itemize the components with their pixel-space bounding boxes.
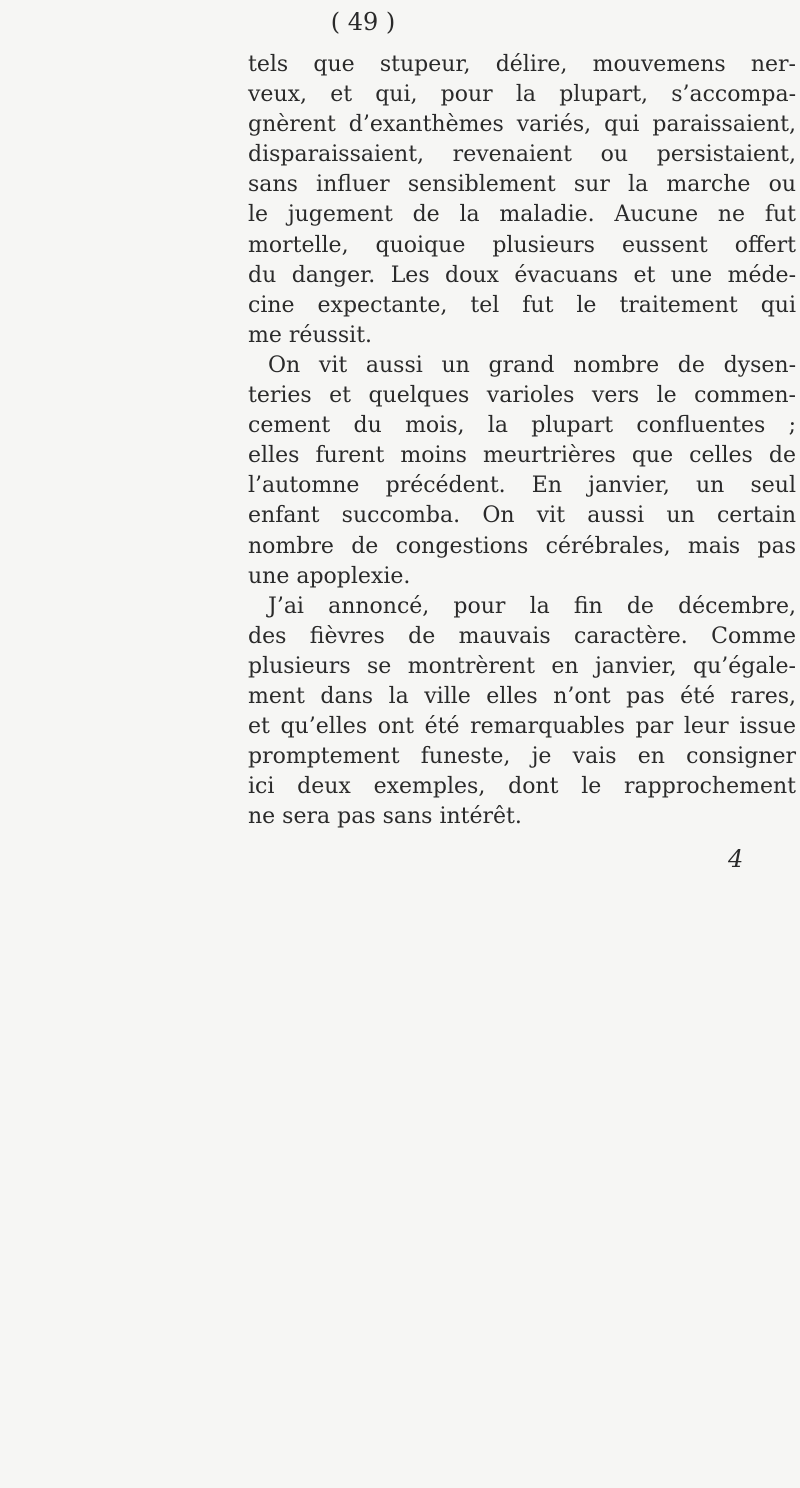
text-line: nombre de congestions cérébrales, mais pas	[248, 533, 796, 559]
text-line: cine expectante, tel fut le traitement qui	[248, 292, 796, 318]
text-line: gnèrent d’exanthèmes variés, qui paraissaient,	[248, 112, 796, 138]
text-line: sans influer sensiblement sur la marche ou	[248, 172, 796, 198]
text-line: On vit aussi un grand nombre de dysen-	[268, 352, 796, 378]
text-line: le jugement de la maladie. Aucune ne fut	[248, 202, 796, 228]
text-line: mortelle, quoique plusieurs eussent offert	[248, 232, 796, 258]
text-line: ment dans la ville elles n’ont pas été rares,	[248, 683, 796, 709]
text-line: ici deux exemples, dont le rapprochement	[248, 774, 796, 800]
text-line: ne sera pas sans intérêt.	[248, 804, 522, 830]
text-line: enfant succomba. On vit aussi un certain	[248, 503, 796, 529]
signature-mark: 4	[728, 845, 744, 873]
text-line: disparaissaient, revenaient ou persistaient,	[248, 142, 796, 168]
text-line: tels que stupeur, délire, mouvemens ner-	[248, 52, 796, 77]
text-line: plusieurs se montrèrent en janvier, qu’égale-	[248, 653, 796, 679]
page-body-text	[248, 50, 796, 832]
text-line: elles furent moins meurtrières que celles de	[248, 443, 796, 469]
text-line: du danger. Les doux évacuans et une méde-	[248, 262, 796, 288]
text-line: me réussit.	[248, 322, 373, 348]
text-line: veux, et qui, pour la plupart, s’accompa-	[248, 82, 796, 108]
text-line: teries et quelques varioles vers le commen-	[248, 383, 796, 409]
page-number: ( 49 )	[330, 8, 396, 36]
text-line: des fièvres de mauvais caractère. Comme	[248, 623, 796, 649]
text-line: cement du mois, la plupart confluentes ;	[248, 413, 796, 439]
text-line: une apoplexie.	[248, 563, 411, 589]
text-line: J’ai annoncé, pour la fin de décembre,	[268, 593, 796, 619]
text-line: l’automne précédent. En janvier, un seul	[248, 473, 796, 499]
text-line: promptement funeste, je vais en consigner	[248, 744, 796, 770]
text-line: et qu’elles ont été remarquables par leur issue	[248, 714, 796, 740]
